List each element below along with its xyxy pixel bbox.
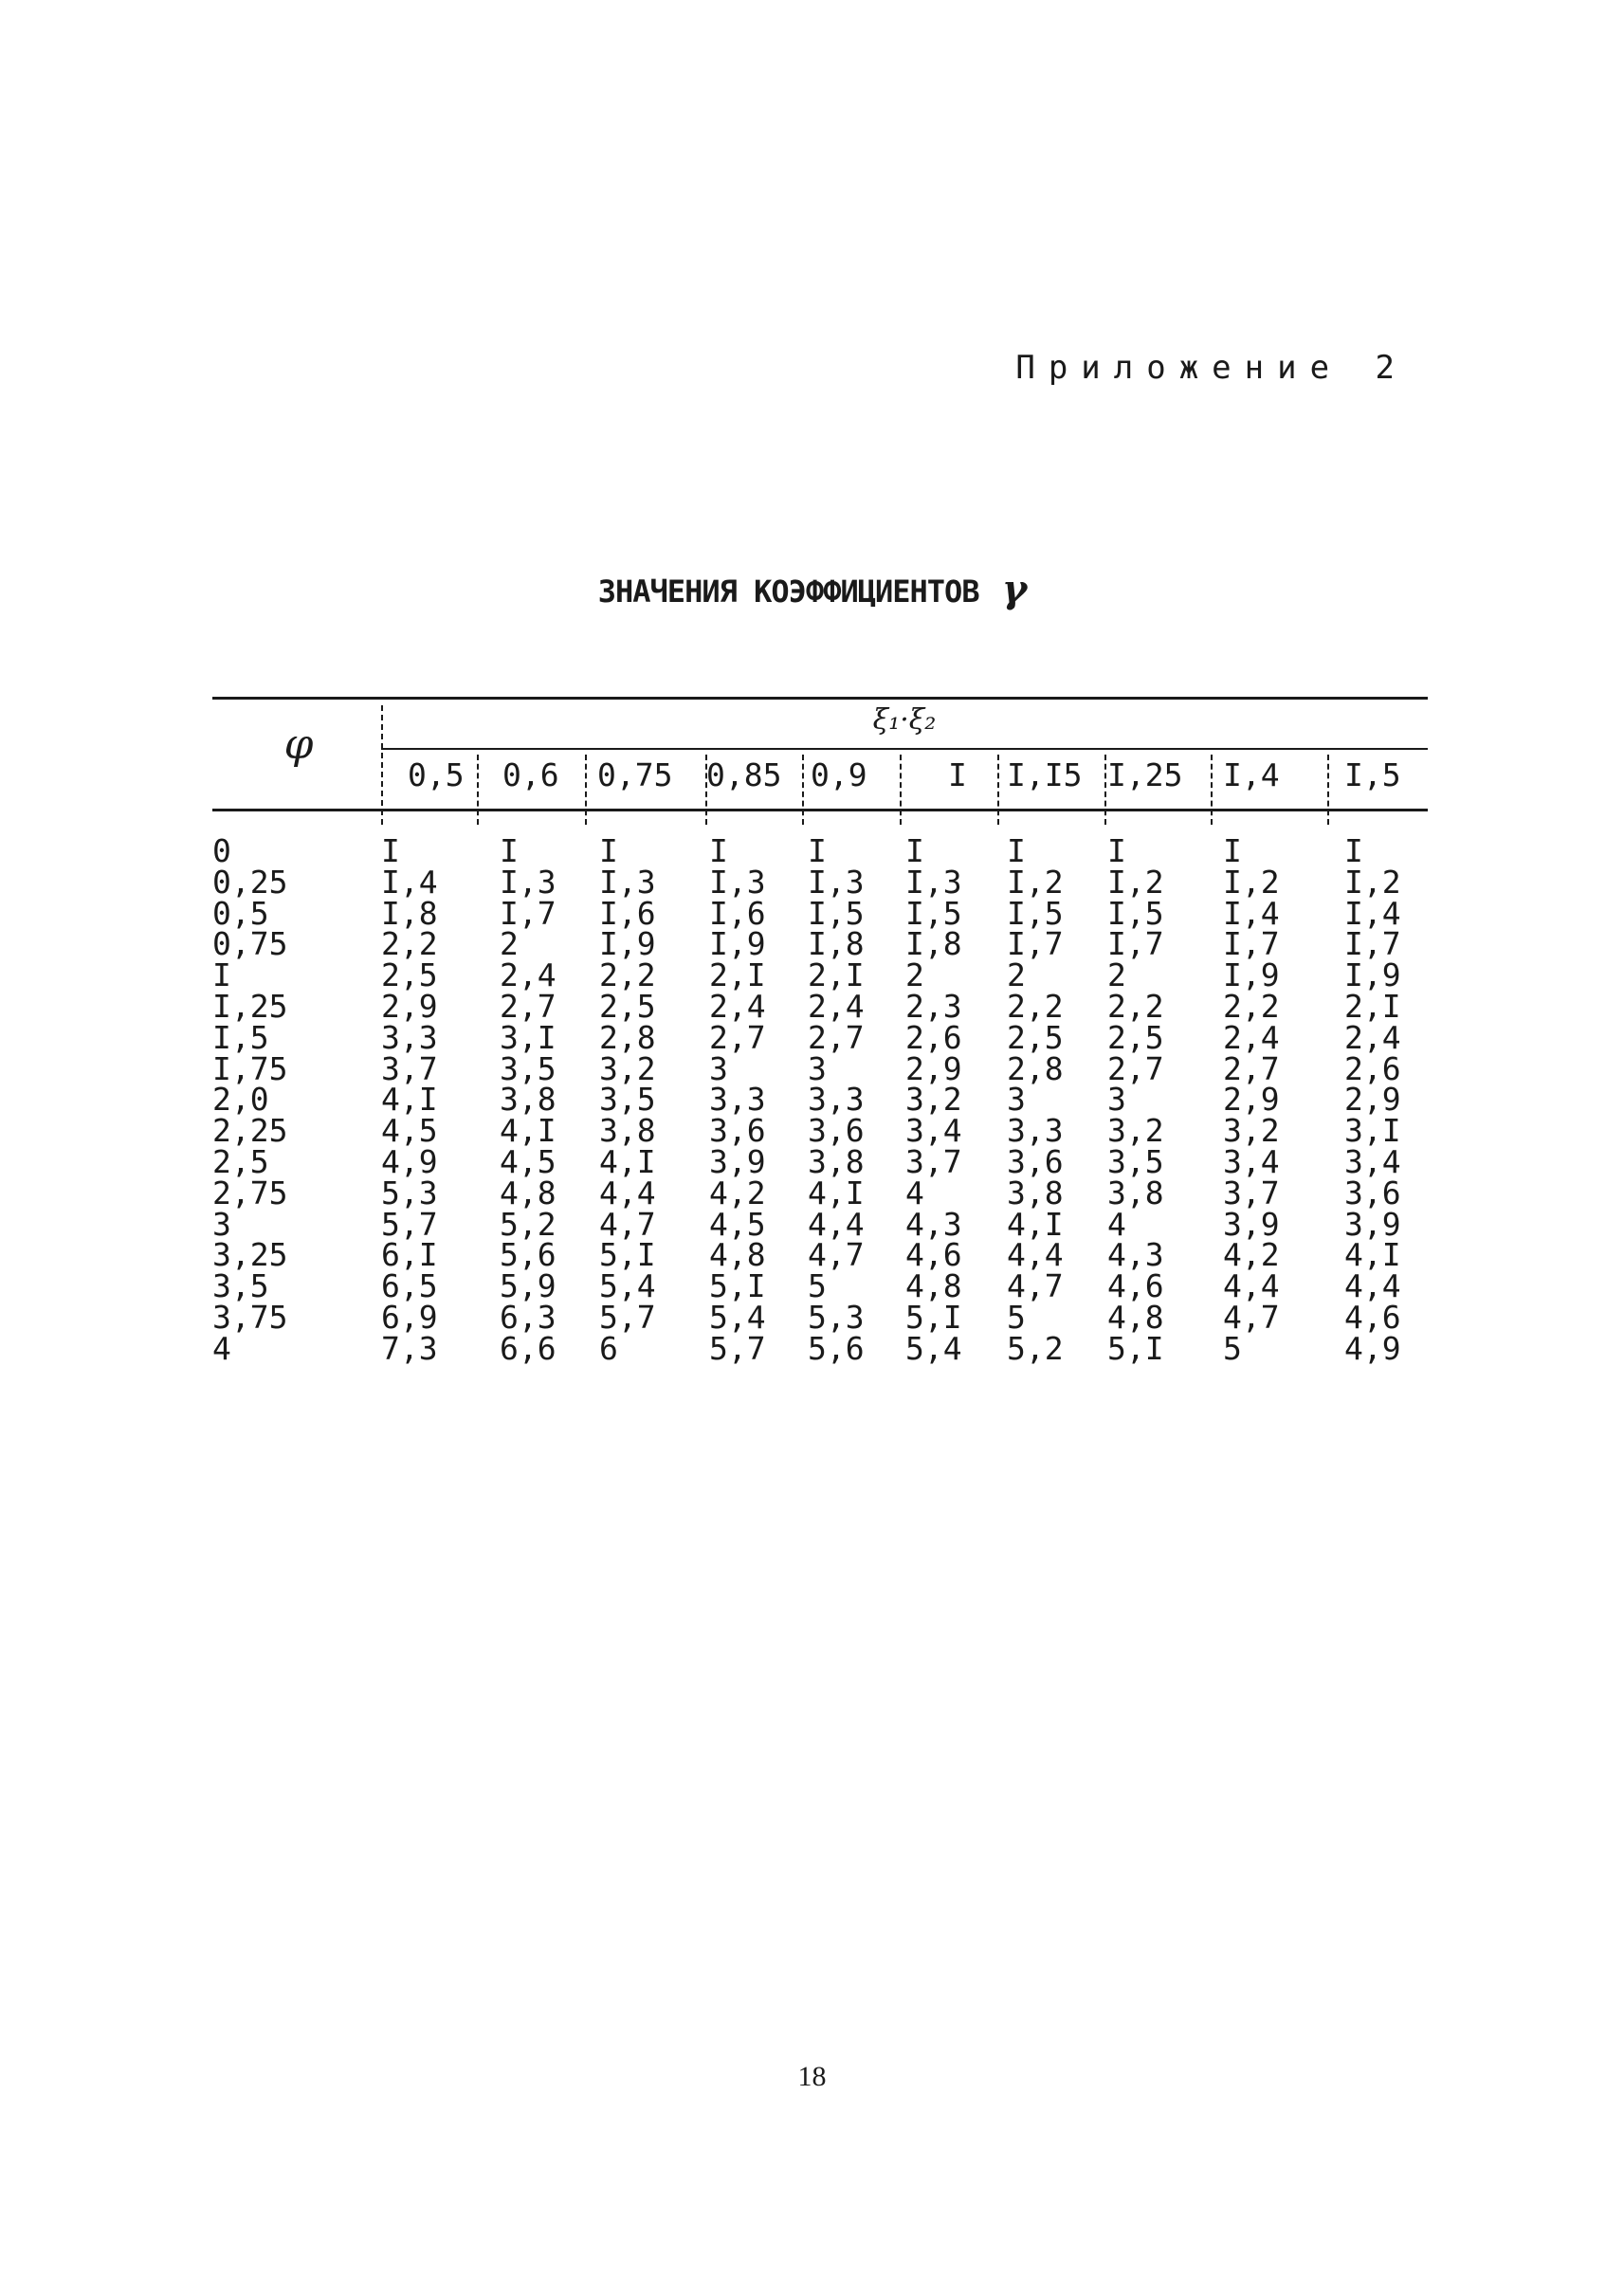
- coefficient-column: [500, 832, 557, 1367]
- coefficient-cell: 2,5: [1107, 1018, 1164, 1056]
- coefficient-cell: I,8: [808, 925, 865, 963]
- coefficient-cell: 4: [905, 1174, 924, 1211]
- phi-value: 3,75: [212, 1298, 288, 1336]
- phi-value: I: [212, 956, 231, 994]
- coefficient-cell: I,4: [1344, 894, 1401, 932]
- coefficient-cell: I,3: [500, 863, 557, 901]
- coefficient-cell: 3: [1007, 1081, 1026, 1119]
- coefficient-cell: 2,4: [709, 987, 766, 1025]
- coefficient-cell: 4,2: [709, 1174, 766, 1211]
- coefficient-cell: I,2: [1344, 863, 1401, 901]
- coefficient-cell: 3,I: [500, 1018, 557, 1056]
- phi-value: 4: [212, 1329, 231, 1367]
- coefficient-cell: 2,3: [905, 987, 962, 1025]
- coefficient-cell: 2,9: [1344, 1081, 1401, 1119]
- coefficient-cell: I,7: [1223, 925, 1280, 963]
- coefficient-cell: 2,7: [500, 987, 557, 1025]
- column-header: 0,5: [408, 756, 465, 793]
- coefficient-cell: 6,5: [381, 1267, 438, 1305]
- coefficient-cell: 5: [808, 1267, 827, 1305]
- coefficient-cell: I,3: [808, 863, 865, 901]
- coefficient-cell: 2,7: [808, 1018, 865, 1056]
- coefficient-cell: 2,9: [1223, 1081, 1280, 1119]
- coefficient-cell: I,7: [1107, 925, 1164, 963]
- table-top-rule: [212, 697, 1428, 700]
- coefficient-cell: 3,9: [709, 1142, 766, 1180]
- phi-value: 2,75: [212, 1174, 288, 1211]
- column-separator: [900, 755, 902, 825]
- coefficient-cell: I: [381, 832, 400, 869]
- column-header: 0,6: [502, 756, 559, 793]
- coefficient-cell: 4,7: [1007, 1267, 1064, 1305]
- coefficient-cell: 3,9: [1344, 1205, 1401, 1243]
- coefficient-cell: 2: [500, 925, 519, 963]
- coefficient-cell: 3,8: [1007, 1174, 1064, 1211]
- coefficient-cell: 3,6: [808, 1112, 865, 1150]
- coefficient-cell: 2,4: [1223, 1018, 1280, 1056]
- column-header: 0,75: [597, 756, 673, 793]
- coefficient-cell: 5,I: [905, 1298, 962, 1336]
- coefficient-cell: 2,8: [1007, 1049, 1064, 1087]
- coefficient-cell: 3: [808, 1049, 827, 1087]
- coefficient-cell: I,9: [1344, 956, 1401, 994]
- coefficient-column: [1344, 832, 1401, 1367]
- phi-value: 0: [212, 832, 231, 869]
- coefficient-column: [808, 832, 865, 1367]
- coefficient-cell: 3: [709, 1049, 728, 1087]
- coefficient-cell: 2,2: [599, 956, 656, 994]
- xi-product-header: ξ₁·ξ₂: [872, 703, 937, 737]
- coefficient-cell: 4,5: [381, 1112, 438, 1150]
- coefficient-cell: 3,2: [905, 1081, 962, 1119]
- coefficient-cell: 3,7: [905, 1142, 962, 1180]
- coefficient-cell: 4,6: [905, 1236, 962, 1274]
- coefficient-cell: 3,6: [709, 1112, 766, 1150]
- column-separator: [1211, 755, 1213, 825]
- coefficient-cell: 4,I: [1344, 1236, 1401, 1274]
- coefficient-cell: I,3: [709, 863, 766, 901]
- coefficient-cell: I,8: [381, 894, 438, 932]
- phi-value: I,25: [212, 987, 288, 1025]
- header-bottom-rule: [212, 809, 1428, 811]
- coefficient-cell: 3: [1107, 1081, 1126, 1119]
- coefficient-cell: 4,8: [709, 1236, 766, 1274]
- coefficient-cell: 3,8: [808, 1142, 865, 1180]
- coefficient-cell: I: [905, 832, 924, 869]
- phi-value: 2,25: [212, 1112, 288, 1150]
- coefficient-cell: I,9: [599, 925, 656, 963]
- coefficient-cell: 3,5: [500, 1049, 557, 1087]
- coefficient-cell: I,8: [905, 925, 962, 963]
- coefficient-cell: 4,9: [381, 1142, 438, 1180]
- coefficient-cell: 5,3: [381, 1174, 438, 1211]
- phi-value: I,75: [212, 1049, 288, 1087]
- coefficient-cell: 2: [1007, 956, 1026, 994]
- coefficient-cell: I,3: [905, 863, 962, 901]
- coefficient-cell: 4,3: [1107, 1236, 1164, 1274]
- coefficient-cell: I,9: [1223, 956, 1280, 994]
- coefficient-cell: 3,3: [709, 1081, 766, 1119]
- coefficient-cell: I,9: [709, 925, 766, 963]
- coefficient-cell: 3,2: [1223, 1112, 1280, 1150]
- coefficient-cell: 4,4: [1007, 1236, 1064, 1274]
- coefficient-cell: 3,7: [381, 1049, 438, 1087]
- coefficient-cell: 4,7: [808, 1236, 865, 1274]
- coefficient-cell: 3,3: [381, 1018, 438, 1056]
- phi-column-header: φ: [283, 720, 314, 769]
- coefficient-cell: I,6: [599, 894, 656, 932]
- coefficient-cell: 2,4: [1344, 1018, 1401, 1056]
- coefficient-cell: I: [808, 832, 827, 869]
- coefficient-cell: 2,I: [808, 956, 865, 994]
- coefficient-cell: 4,I: [808, 1174, 865, 1211]
- column-separator: [585, 755, 587, 825]
- coefficient-column: [709, 832, 766, 1367]
- column-separator: [1327, 755, 1329, 825]
- column-header: I,5: [1344, 756, 1401, 793]
- coefficient-cell: 4,I: [1007, 1205, 1064, 1243]
- coefficient-cell: 2,5: [381, 956, 438, 994]
- coefficient-cell: 3,8: [599, 1112, 656, 1150]
- coefficient-cell: 2,2: [381, 925, 438, 963]
- column-header: 0,9: [811, 756, 867, 793]
- coefficient-cell: 5,7: [599, 1298, 656, 1336]
- coefficient-cell: 3,8: [1107, 1174, 1164, 1211]
- coefficient-cell: 2: [1107, 956, 1126, 994]
- coefficient-column: [905, 832, 962, 1367]
- coefficient-cell: 2,6: [905, 1018, 962, 1056]
- coefficient-cell: 4,5: [709, 1205, 766, 1243]
- coefficient-cell: 4,4: [1223, 1267, 1280, 1305]
- coefficient-cell: 5,7: [709, 1329, 766, 1367]
- column-separator: [477, 755, 479, 825]
- group-header-rule: [381, 748, 1428, 750]
- coefficient-cell: 3,3: [1007, 1112, 1064, 1150]
- coefficient-cell: 4,8: [1107, 1298, 1164, 1336]
- coefficient-cell: 2,7: [709, 1018, 766, 1056]
- coefficient-cell: 2,7: [1223, 1049, 1280, 1087]
- phi-value: 0,5: [212, 894, 269, 932]
- coefficient-cell: 4: [1107, 1205, 1126, 1243]
- coefficient-cell: 4,4: [599, 1174, 656, 1211]
- coefficient-cell: 4,I: [599, 1142, 656, 1180]
- coefficient-cell: I,7: [1007, 925, 1064, 963]
- coefficient-cell: 6,6: [500, 1329, 557, 1367]
- coefficient-cell: I,3: [599, 863, 656, 901]
- coefficient-cell: 4,7: [599, 1205, 656, 1243]
- coefficient-column: [1223, 832, 1280, 1367]
- coefficient-cell: I,5: [905, 894, 962, 932]
- coefficient-cell: 2,9: [905, 1049, 962, 1087]
- coefficient-cell: 2,8: [599, 1018, 656, 1056]
- coefficient-cell: I,2: [1007, 863, 1064, 901]
- coefficient-cell: I,5: [808, 894, 865, 932]
- coefficient-cell: 5,2: [500, 1205, 557, 1243]
- coefficient-cell: I,2: [1223, 863, 1280, 901]
- coefficient-cell: 3,2: [599, 1049, 656, 1087]
- coefficient-cell: 4,8: [500, 1174, 557, 1211]
- coefficient-cell: 5,I: [599, 1236, 656, 1274]
- page-number: 18: [797, 2061, 827, 2092]
- column-separator: [802, 755, 804, 825]
- coefficient-cell: 4,6: [1107, 1267, 1164, 1305]
- coefficient-cell: 2,2: [1107, 987, 1164, 1025]
- coefficient-cell: 7,3: [381, 1329, 438, 1367]
- coefficient-cell: 4,I: [500, 1112, 557, 1150]
- coefficient-cell: 2,4: [500, 956, 557, 994]
- column-separator: [1104, 755, 1106, 825]
- coefficient-cell: 2: [905, 956, 924, 994]
- coefficient-cell: 5,6: [500, 1236, 557, 1274]
- coefficient-cell: I,2: [1107, 863, 1164, 901]
- coefficient-cell: 3,8: [500, 1081, 557, 1119]
- coefficient-cell: 6,I: [381, 1236, 438, 1274]
- heading-text: ЗНАЧЕНИЯ КОЭФФИЦИЕНТОВ: [597, 574, 979, 610]
- coefficient-cell: I: [500, 832, 519, 869]
- coefficient-cell: 2,7: [1107, 1049, 1164, 1087]
- coefficient-cell: 5,I: [709, 1267, 766, 1305]
- coefficient-cell: 2,5: [599, 987, 656, 1025]
- column-header: I,25: [1107, 756, 1183, 793]
- coefficient-cell: 6,9: [381, 1298, 438, 1336]
- coefficient-cell: 3,6: [1344, 1174, 1401, 1211]
- coefficient-cell: 4,7: [1223, 1298, 1280, 1336]
- coefficient-cell: I,4: [1223, 894, 1280, 932]
- coefficient-cell: 5,4: [709, 1298, 766, 1336]
- coefficient-cell: 2,5: [1007, 1018, 1064, 1056]
- coefficient-cell: 5: [1007, 1298, 1026, 1336]
- coefficient-cell: I: [1107, 832, 1126, 869]
- coefficient-cell: 4,3: [905, 1205, 962, 1243]
- coefficient-cell: 2,I: [709, 956, 766, 994]
- table-heading: [0, 567, 1624, 611]
- coefficient-cell: I,4: [381, 863, 438, 901]
- phi-value: 2,0: [212, 1081, 269, 1119]
- coefficient-cell: 5,4: [599, 1267, 656, 1305]
- coefficient-cell: 4,8: [905, 1267, 962, 1305]
- coefficient-cell: 4,4: [1344, 1267, 1401, 1305]
- coefficient-cell: I,6: [709, 894, 766, 932]
- column-header: 0,85: [706, 756, 782, 793]
- coefficient-cell: 4,I: [381, 1081, 438, 1119]
- phi-value: 0,25: [212, 863, 288, 901]
- coefficient-cell: 4,4: [808, 1205, 865, 1243]
- coefficient-cell: 2,9: [381, 987, 438, 1025]
- coefficient-cell: 3,I: [1344, 1112, 1401, 1150]
- coefficient-cell: 4,5: [500, 1142, 557, 1180]
- coefficient-cell: 3,4: [1223, 1142, 1280, 1180]
- coefficient-cell: 5,9: [500, 1267, 557, 1305]
- appendix-label: Приложение 2: [1015, 349, 1408, 387]
- coefficient-cell: I: [1344, 832, 1363, 869]
- coefficient-cell: 3,5: [599, 1081, 656, 1119]
- phi-value: 3: [212, 1205, 231, 1243]
- phi-values-column: [212, 832, 288, 1367]
- coefficient-cell: 3,5: [1107, 1142, 1164, 1180]
- coefficient-cell: 2,6: [1344, 1049, 1401, 1087]
- phi-value: 0,75: [212, 925, 288, 963]
- coefficient-cell: 5,7: [381, 1205, 438, 1243]
- coefficient-cell: 2,2: [1223, 987, 1280, 1025]
- coefficient-cell: 4,2: [1223, 1236, 1280, 1274]
- coefficient-cell: 5: [1223, 1329, 1242, 1367]
- phi-value: 3,25: [212, 1236, 288, 1274]
- coefficient-cell: I: [1223, 832, 1242, 869]
- column-separator: [997, 755, 999, 825]
- phi-value: I,5: [212, 1018, 269, 1056]
- coefficient-cell: 3,6: [1007, 1142, 1064, 1180]
- column-header: I: [948, 756, 967, 793]
- coefficient-cell: I: [599, 832, 618, 869]
- coefficient-cell: 4,6: [1344, 1298, 1401, 1336]
- coefficient-cell: 5,6: [808, 1329, 865, 1367]
- phi-value: 3,5: [212, 1267, 269, 1305]
- coefficient-cell: 5,I: [1107, 1329, 1164, 1367]
- coefficient-column: [381, 832, 438, 1367]
- coefficient-cell: 5,3: [808, 1298, 865, 1336]
- coefficient-column: [1007, 832, 1064, 1367]
- coefficient-cell: 4,9: [1344, 1329, 1401, 1367]
- coefficient-cell: 5,4: [905, 1329, 962, 1367]
- column-header: I,4: [1223, 756, 1280, 793]
- gamma-symbol: γ: [1001, 567, 1027, 611]
- coefficient-cell: I,7: [1344, 925, 1401, 963]
- phi-value: 2,5: [212, 1142, 269, 1180]
- coefficient-cell: 5,2: [1007, 1329, 1064, 1367]
- coefficient-cell: I: [1007, 832, 1026, 869]
- coefficient-column: [1107, 832, 1164, 1367]
- coefficient-cell: 2,I: [1344, 987, 1401, 1025]
- coefficient-cell: 3,2: [1107, 1112, 1164, 1150]
- column-header: I,I5: [1007, 756, 1083, 793]
- coefficient-cell: 3,9: [1223, 1205, 1280, 1243]
- coefficient-cell: 6,3: [500, 1298, 557, 1336]
- coefficient-cell: 3,4: [1344, 1142, 1401, 1180]
- coefficient-cell: 3,4: [905, 1112, 962, 1150]
- coefficient-cell: I,5: [1007, 894, 1064, 932]
- coefficient-cell: 2,4: [808, 987, 865, 1025]
- coefficient-cell: 3,7: [1223, 1174, 1280, 1211]
- coefficient-cell: I,7: [500, 894, 557, 932]
- coefficient-cell: I: [709, 832, 728, 869]
- coefficient-cell: 2,2: [1007, 987, 1064, 1025]
- coefficient-cell: 3,3: [808, 1081, 865, 1119]
- coefficient-column: [599, 832, 656, 1367]
- coefficient-cell: 6: [599, 1329, 618, 1367]
- coefficient-cell: I,5: [1107, 894, 1164, 932]
